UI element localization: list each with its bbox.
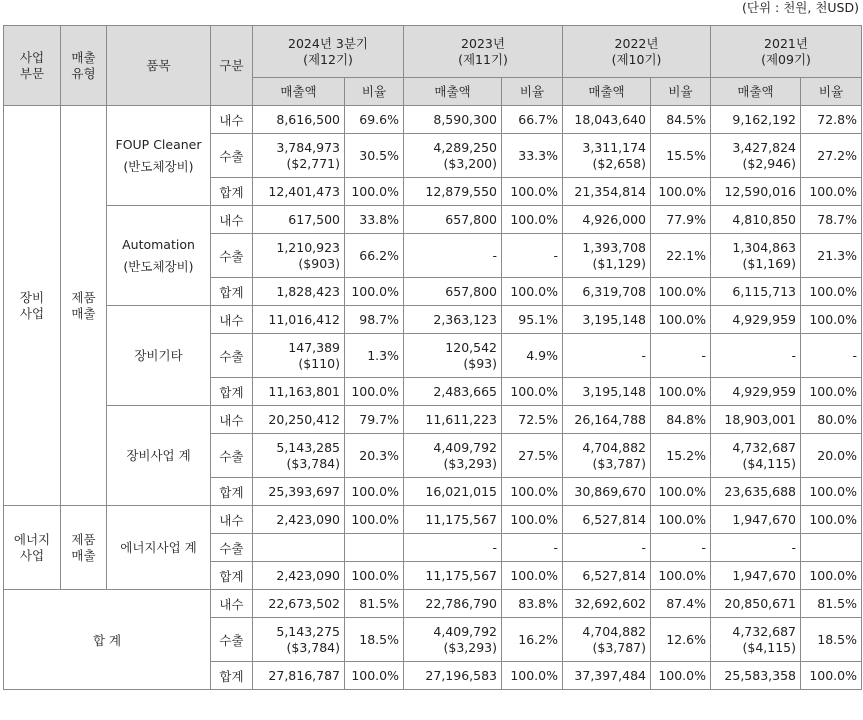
sales-cell: 1,947,670 [711, 562, 801, 590]
sales-cell: 657,800 [404, 206, 502, 234]
ratio-cell: 100.0% [345, 662, 404, 690]
header-period: 2021년 (제09기) [711, 26, 862, 78]
sales-cell: 8,590,300 [404, 106, 502, 134]
ratio-cell: 100.0% [651, 562, 711, 590]
ratio-cell: 100.0% [801, 378, 862, 406]
sales-cell: 4,289,250 ($3,200) [404, 134, 502, 178]
header-sales: 매출액 [404, 78, 502, 106]
ratio-cell: 72.8% [801, 106, 862, 134]
sales-cell: 2,363,123 [404, 306, 502, 334]
ratio-cell: 100.0% [345, 562, 404, 590]
row-division: 내수 [211, 206, 253, 234]
sales-cell: 37,397,484 [563, 662, 651, 690]
ratio-cell: 79.7% [345, 406, 404, 434]
sales-cell: 4,409,792 ($3,293) [404, 434, 502, 478]
sales-cell: 30,869,670 [563, 478, 651, 506]
sales-cell: 6,527,814 [563, 562, 651, 590]
header-ratio: 비율 [651, 78, 711, 106]
sales-cell: 3,195,148 [563, 378, 651, 406]
row-division: 내수 [211, 506, 253, 534]
sales-cell: 3,427,824 ($2,946) [711, 134, 801, 178]
ratio-cell: 66.2% [345, 234, 404, 278]
ratio-cell: - [651, 334, 711, 378]
sales-type-cell: 제품 매출 [61, 106, 107, 506]
header-sales: 매출액 [563, 78, 651, 106]
sales-cell: 12,401,473 [253, 178, 345, 206]
row-division: 합계 [211, 662, 253, 690]
sales-cell: 6,319,708 [563, 278, 651, 306]
ratio-cell: 95.1% [502, 306, 563, 334]
sales-cell: 25,393,697 [253, 478, 345, 506]
ratio-cell: 100.0% [345, 378, 404, 406]
sales-cell: 1,393,708 ($1,129) [563, 234, 651, 278]
sales-cell: - [711, 334, 801, 378]
ratio-cell: 100.0% [651, 178, 711, 206]
sales-table [3, 25, 862, 690]
row-division: 수출 [211, 234, 253, 278]
sales-cell: - [711, 534, 801, 562]
header-ratio: 비율 [502, 78, 563, 106]
ratio-cell: 69.6% [345, 106, 404, 134]
sales-cell: 27,816,787 [253, 662, 345, 690]
sales-cell: 18,903,001 [711, 406, 801, 434]
segment-cell: 에너지 사업 [4, 506, 61, 590]
sales-cell: 22,786,790 [404, 590, 502, 618]
ratio-cell: 100.0% [502, 506, 563, 534]
ratio-cell: 100.0% [651, 662, 711, 690]
sales-cell [253, 534, 345, 562]
ratio-cell: 15.5% [651, 134, 711, 178]
sales-cell: 5,143,285 ($3,784) [253, 434, 345, 478]
header-sales: 매출액 [253, 78, 345, 106]
sales-cell: 25,583,358 [711, 662, 801, 690]
sales-cell: 26,164,788 [563, 406, 651, 434]
ratio-cell: 21.3% [801, 234, 862, 278]
sales-cell: - [563, 534, 651, 562]
ratio-cell: 20.0% [801, 434, 862, 478]
sales-cell: 147,389 ($110) [253, 334, 345, 378]
table-row [4, 106, 862, 134]
ratio-cell: 83.8% [502, 590, 563, 618]
header-period: 2024년 3분기 (제12기) [253, 26, 404, 78]
ratio-cell: 100.0% [502, 378, 563, 406]
ratio-cell: 100.0% [502, 562, 563, 590]
ratio-cell: 84.8% [651, 406, 711, 434]
header-ratio: 비율 [801, 78, 862, 106]
sales-cell: 11,163,801 [253, 378, 345, 406]
row-division: 수출 [211, 618, 253, 662]
row-division: 수출 [211, 534, 253, 562]
ratio-cell: 100.0% [801, 178, 862, 206]
sales-cell: 11,016,412 [253, 306, 345, 334]
row-division: 합계 [211, 278, 253, 306]
ratio-cell: 100.0% [651, 278, 711, 306]
total-label: 합 계 [4, 590, 211, 690]
ratio-cell: 66.7% [502, 106, 563, 134]
sales-cell: 32,692,602 [563, 590, 651, 618]
ratio-cell: 100.0% [345, 478, 404, 506]
sales-cell: 23,635,688 [711, 478, 801, 506]
sales-cell: 6,527,814 [563, 506, 651, 534]
sales-cell: 1,210,923 ($903) [253, 234, 345, 278]
row-division: 내수 [211, 306, 253, 334]
header-item: 품목 [107, 26, 211, 106]
ratio-cell: 33.8% [345, 206, 404, 234]
total-row [4, 590, 862, 618]
row-division: 수출 [211, 134, 253, 178]
table-row [4, 506, 862, 534]
ratio-cell: 98.7% [345, 306, 404, 334]
sales-cell: 6,115,713 [711, 278, 801, 306]
row-division: 수출 [211, 334, 253, 378]
ratio-cell: 100.0% [801, 562, 862, 590]
item-cell: FOUP Cleaner (반도체장비) [107, 106, 211, 206]
sales-cell: 657,800 [404, 278, 502, 306]
ratio-cell: 1.3% [345, 334, 404, 378]
table-row [4, 306, 862, 334]
ratio-cell: 72.5% [502, 406, 563, 434]
sales-cell: 1,304,863 ($1,169) [711, 234, 801, 278]
sales-cell: 4,926,000 [563, 206, 651, 234]
ratio-cell: 77.9% [651, 206, 711, 234]
sales-cell: 16,021,015 [404, 478, 502, 506]
sales-cell: 4,929,959 [711, 306, 801, 334]
ratio-cell [801, 534, 862, 562]
ratio-cell: 100.0% [801, 662, 862, 690]
ratio-cell: 33.3% [502, 134, 563, 178]
sales-cell: 1,828,423 [253, 278, 345, 306]
ratio-cell: 81.5% [801, 590, 862, 618]
ratio-cell: 16.2% [502, 618, 563, 662]
sales-cell: 8,616,500 [253, 106, 345, 134]
header-segment: 사업 부문 [4, 26, 61, 106]
sales-cell: 4,732,687 ($4,115) [711, 434, 801, 478]
sales-cell: 12,590,016 [711, 178, 801, 206]
sales-cell: 1,947,670 [711, 506, 801, 534]
unit-note: (단위 : 천원, 천USD) [742, 0, 859, 15]
row-division: 내수 [211, 406, 253, 434]
sales-cell: 4,409,792 ($3,293) [404, 618, 502, 662]
ratio-cell: 18.5% [345, 618, 404, 662]
sales-cell: 21,354,814 [563, 178, 651, 206]
ratio-cell: - [801, 334, 862, 378]
header-type: 매출 유형 [61, 26, 107, 106]
sales-cell: 27,196,583 [404, 662, 502, 690]
sales-cell: 3,784,973 ($2,771) [253, 134, 345, 178]
row-division: 합계 [211, 478, 253, 506]
sales-cell: 2,423,090 [253, 506, 345, 534]
ratio-cell: 100.0% [345, 506, 404, 534]
table-row [4, 406, 862, 434]
ratio-cell: 100.0% [801, 506, 862, 534]
ratio-cell: 100.0% [502, 662, 563, 690]
ratio-cell: 100.0% [801, 306, 862, 334]
header-division: 구분 [211, 26, 253, 106]
ratio-cell: 100.0% [651, 478, 711, 506]
sales-type-cell: 제품 매출 [61, 506, 107, 590]
sales-cell: 11,175,567 [404, 562, 502, 590]
ratio-cell: 84.5% [651, 106, 711, 134]
table-body [4, 106, 862, 690]
item-cell: 장비기타 [107, 306, 211, 406]
ratio-cell: 15.2% [651, 434, 711, 478]
ratio-cell: - [502, 534, 563, 562]
ratio-cell: 100.0% [651, 378, 711, 406]
row-division: 합계 [211, 562, 253, 590]
ratio-cell: 100.0% [801, 278, 862, 306]
row-division: 합계 [211, 378, 253, 406]
sales-cell: 4,732,687 ($4,115) [711, 618, 801, 662]
ratio-cell: 100.0% [345, 178, 404, 206]
table-header [4, 26, 862, 106]
row-division: 합계 [211, 178, 253, 206]
ratio-cell: 100.0% [651, 306, 711, 334]
sales-cell: - [563, 334, 651, 378]
ratio-cell: 87.4% [651, 590, 711, 618]
ratio-cell: 30.5% [345, 134, 404, 178]
sales-cell: 4,704,882 ($3,787) [563, 434, 651, 478]
ratio-cell: 81.5% [345, 590, 404, 618]
sales-cell: 2,483,665 [404, 378, 502, 406]
sales-cell: - [404, 534, 502, 562]
sales-cell: 4,929,959 [711, 378, 801, 406]
sales-cell: 4,704,882 ($3,787) [563, 618, 651, 662]
row-division: 수출 [211, 434, 253, 478]
header-period: 2022년 (제10기) [563, 26, 711, 78]
ratio-cell: 100.0% [502, 206, 563, 234]
ratio-cell: 27.5% [502, 434, 563, 478]
ratio-cell: 100.0% [345, 278, 404, 306]
ratio-cell: 100.0% [651, 506, 711, 534]
ratio-cell: 12.6% [651, 618, 711, 662]
sales-cell: 617,500 [253, 206, 345, 234]
item-cell: Automation (반도체장비) [107, 206, 211, 306]
ratio-cell: 100.0% [502, 178, 563, 206]
sales-cell: 22,673,502 [253, 590, 345, 618]
ratio-cell: - [651, 534, 711, 562]
sales-cell: 120,542 ($93) [404, 334, 502, 378]
ratio-cell: 78.7% [801, 206, 862, 234]
sales-cell: 11,175,567 [404, 506, 502, 534]
header-ratio: 비율 [345, 78, 404, 106]
ratio-cell: 22.1% [651, 234, 711, 278]
item-cell: 에너지사업 계 [107, 506, 211, 590]
sales-cell: 18,043,640 [563, 106, 651, 134]
ratio-cell: 27.2% [801, 134, 862, 178]
ratio-cell: 4.9% [502, 334, 563, 378]
ratio-cell [345, 534, 404, 562]
segment-cell: 장비 사업 [4, 106, 61, 506]
sales-cell: 9,162,192 [711, 106, 801, 134]
ratio-cell: 100.0% [502, 478, 563, 506]
item-cell: 장비사업 계 [107, 406, 211, 506]
sales-cell: 12,879,550 [404, 178, 502, 206]
header-sales: 매출액 [711, 78, 801, 106]
sales-cell: 2,423,090 [253, 562, 345, 590]
sales-cell: 20,850,671 [711, 590, 801, 618]
sales-cell: 3,195,148 [563, 306, 651, 334]
table-row [4, 206, 862, 234]
row-division: 내수 [211, 106, 253, 134]
sales-cell: 20,250,412 [253, 406, 345, 434]
sales-cell: - [404, 234, 502, 278]
row-division: 내수 [211, 590, 253, 618]
sales-cell: 5,143,275 ($3,784) [253, 618, 345, 662]
sales-cell: 3,311,174 ($2,658) [563, 134, 651, 178]
ratio-cell: 100.0% [801, 478, 862, 506]
sales-cell: 11,611,223 [404, 406, 502, 434]
sales-cell: 4,810,850 [711, 206, 801, 234]
header-period: 2023년 (제11기) [404, 26, 563, 78]
ratio-cell: 20.3% [345, 434, 404, 478]
ratio-cell: 100.0% [502, 278, 563, 306]
ratio-cell: 18.5% [801, 618, 862, 662]
ratio-cell: - [502, 234, 563, 278]
ratio-cell: 80.0% [801, 406, 862, 434]
